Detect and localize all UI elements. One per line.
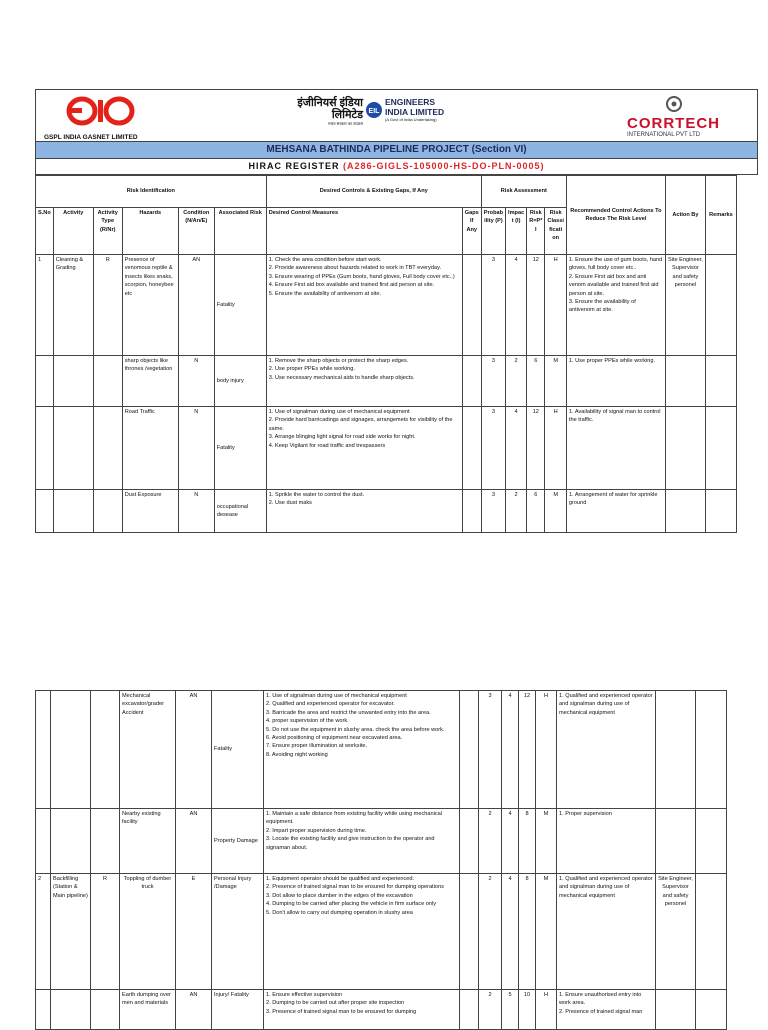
cell-measures: 1. Equipment operator should be qualified and experienced. 2. Presence of trained signal man to be ensured for dumping operations 3. Dot allow to place dumber in the edges of the excavation 4. Dumping to be carried after placing the vehicle in firm surface only 5. Don't allow to carry out dumping operation in slushy area — [264, 874, 460, 990]
cell-recommended: 1. Availability of signal man to control the traffic. — [566, 407, 665, 490]
col-action-by: Action By — [665, 176, 705, 255]
cell-type — [93, 356, 122, 407]
cell-probability: 3 — [481, 356, 505, 407]
cell-hazard: Road Traffic — [122, 407, 178, 490]
hirac-table-page1 — [35, 175, 737, 533]
cell-gaps — [460, 691, 479, 809]
cell-remarks — [705, 356, 736, 407]
cell-action-by — [665, 356, 705, 407]
cell-impact: 2 — [506, 490, 527, 533]
cell-risk-class: H — [536, 990, 557, 1030]
cell-recommended: 1. Ensure the use of gum boots, hand gloves, full body cover etc.. 2. Ensure First aid box and anti venom available and trained first aid person at site. 3. Ensure the availability of antivenom at site. — [566, 255, 665, 356]
cell-activity — [53, 490, 93, 533]
cell-risk: 12 — [519, 691, 536, 809]
cell-type — [93, 490, 122, 533]
eil-english-name: ENGINEERS INDIA LIMITED — [385, 97, 445, 117]
cell-sno: 2 — [36, 874, 51, 990]
cell-risk: 8 — [519, 809, 536, 874]
cell-recommended: 1. Ensure unauthorised entry into work area. 2. Presence of trained signal man — [557, 990, 656, 1030]
cell-type — [93, 407, 122, 490]
cell-risk-name: Injury/ Fatality — [212, 990, 264, 1030]
cell-type: R — [93, 255, 122, 356]
cell-risk: 6 — [527, 490, 545, 533]
cell-hazard: Dust Exposure — [122, 490, 178, 533]
cell-gaps — [460, 809, 479, 874]
cell-measures: 1. Sprikle the water to control the dust. 2. Use dust maks — [266, 490, 462, 533]
cell-risk-class: H — [545, 407, 566, 490]
gspl-logo-icon — [40, 95, 160, 129]
cell-remarks — [705, 490, 736, 533]
cell-sno — [36, 809, 51, 874]
eil-logo — [295, 95, 455, 139]
col-hazards: Hazards — [122, 208, 178, 255]
eil-hindi-name: इंजीनियर्स इंडिया लिमिटेड — [297, 97, 363, 121]
cell-probability: 3 — [481, 255, 505, 356]
cell-probability: 2 — [479, 809, 502, 874]
cell-risk-name: Fatality — [214, 255, 266, 356]
cell-impact: 2 — [506, 356, 527, 407]
cell-action-by — [665, 490, 705, 533]
cell-type — [91, 809, 120, 874]
hirac-table-page2 — [35, 690, 727, 1030]
cell-action-by — [656, 691, 696, 809]
svg-text:EIL: EIL — [368, 108, 380, 115]
eil-hindi-sub: भारत सरकार का उपक्रम — [327, 121, 363, 126]
cell-hazard: Mechanical excavator/grader Accident — [120, 691, 176, 809]
cell-remarks — [696, 874, 727, 990]
cell-condition: N — [178, 490, 214, 533]
cell-measures: 1. Remove the sharp objects or protect the sharp edges. 2. Use proper PPEs while working. 3. Use necessary mechanical aids to handle sharp objects. — [266, 356, 462, 407]
group-desired-controls: Desired Controls & Existing Gaps, If Any — [266, 176, 481, 208]
cell-sno — [36, 407, 54, 490]
cell-recommended: 1. Proper supervision — [557, 809, 656, 874]
eil-english-sub: (A Govt of India Undertaking) — [385, 117, 437, 122]
cell-probability: 3 — [481, 490, 505, 533]
cell-sno — [36, 691, 51, 809]
cell-risk-class: M — [545, 356, 566, 407]
col-risk-class: Risk Classi ficati on — [545, 208, 566, 255]
cell-risk-name: Personal Injury /Damage — [212, 874, 264, 990]
cell-risk: 10 — [519, 990, 536, 1030]
cell-gaps — [462, 490, 481, 533]
table-row — [36, 691, 727, 809]
col-condition: Condition (N/An/E) — [178, 208, 214, 255]
cell-risk-name: Fatality — [214, 407, 266, 490]
cell-probability: 2 — [479, 990, 502, 1030]
cell-activity: Cleaning & Grading — [53, 255, 93, 356]
cell-hazard: Earth dumping over men and materials — [120, 990, 176, 1030]
cell-activity — [53, 407, 93, 490]
cell-measures: 1. Use of signalman during use of mechanical equipment 2. Qualified and experienced operator for excavator. 3. Barricade the area and restrict the unwanted entry into the area. 4. proper supervision of the work. 5. Do not use the equipment in slushy area. check the area before work. 6. Avoid positioning of equipment near excavated area. 7. Ensure proper illumination at worksite. 8. Avoiding night working — [264, 691, 460, 809]
cell-impact: 4 — [502, 809, 519, 874]
cell-hazard: Toppling of dumber truck — [120, 874, 176, 990]
cell-probability: 3 — [479, 691, 502, 809]
cell-gaps — [462, 356, 481, 407]
cell-condition: AN — [176, 691, 212, 809]
cell-remarks — [696, 809, 727, 874]
col-activity: Activity — [53, 208, 93, 255]
cell-impact: 4 — [506, 407, 527, 490]
cell-action-by — [665, 407, 705, 490]
col-associated-risk: Associated Risk — [214, 208, 266, 255]
cell-action-by — [656, 809, 696, 874]
corrtech-logo — [625, 94, 755, 141]
cell-condition: N — [178, 356, 214, 407]
group-risk-assessment: Risk Assessment — [481, 176, 566, 208]
col-probability: Probab ility (P) — [481, 208, 505, 255]
cell-condition: AN — [176, 809, 212, 874]
cell-remarks — [705, 407, 736, 490]
table-row — [36, 809, 727, 874]
cell-recommended: 1. Use proper PPEs while working. — [566, 356, 665, 407]
cell-condition: N — [178, 407, 214, 490]
table-row — [36, 255, 737, 356]
cell-risk-class: M — [536, 809, 557, 874]
cell-activity: Backfilling (Station & Main pipeline) — [51, 874, 91, 990]
gspl-logo — [40, 95, 160, 139]
cell-risk: 6 — [527, 356, 545, 407]
cell-condition: AN — [178, 255, 214, 356]
cell-gaps — [462, 407, 481, 490]
cell-risk-name: Property Damage — [212, 809, 264, 874]
cell-probability: 3 — [481, 407, 505, 490]
cell-risk-class: M — [545, 490, 566, 533]
cell-type: R — [91, 874, 120, 990]
cell-measures: 1. Ensure effective supervision 2. Dumping to be carried out after proper site inspection 3. Presence of trained signal man to be ensured for dumping — [264, 990, 460, 1030]
cell-activity — [51, 809, 91, 874]
register-title — [35, 158, 758, 175]
cell-type — [91, 691, 120, 809]
cell-impact: 4 — [502, 691, 519, 809]
col-risk: Risk R=P* I — [527, 208, 545, 255]
register-label: HIRAC REGISTER — [248, 161, 343, 171]
cell-gaps — [462, 255, 481, 356]
cell-risk-name: body injury — [214, 356, 266, 407]
cell-risk: 12 — [527, 255, 545, 356]
cell-impact: 4 — [506, 255, 527, 356]
col-desired-measures: Desired Control Measures — [266, 208, 462, 255]
cell-recommended: 1. Arrangement of water for sprinkle ground — [566, 490, 665, 533]
col-gaps: Gaps If Any — [462, 208, 481, 255]
cell-activity — [51, 691, 91, 809]
col-impact: Impac t (I) — [506, 208, 527, 255]
corrtech-gear-icon — [663, 94, 685, 114]
cell-probability: 2 — [479, 874, 502, 990]
corrtech-sub: INTERNATIONAL PVT LTD — [627, 132, 701, 138]
col-sno: S.No — [36, 208, 54, 255]
cell-measures: 1. Check the area condition before start work. 2. Provide awareness about hazards related to work in TBT everyday. 3. Ensure wearing of PPEs (Gum boots, hand gloves, Full body cover etc..) 4. Ensure First aid box available and trained first aid person at site. 5. Ensure the availability of antivenom at site. — [266, 255, 462, 356]
cell-measures: 1. Maintain a safe distance from existing facility while using mechanical equipment. 2. Impart proper supervision during time. 3. Locate the existing facility and give instruction to the operator and signaman about. — [264, 809, 460, 874]
col-activity-type: Activity Type (R/Nr) — [93, 208, 122, 255]
eil-emblem-icon — [365, 101, 383, 119]
gspl-logo-text: GSPL INDIA GASNET LIMITED — [44, 134, 138, 141]
cell-sno — [36, 490, 54, 533]
group-recommended: Recommended Control Actions To Reduce The Risk Level — [566, 176, 665, 255]
cell-risk-name: occupational desease — [214, 490, 266, 533]
table-row — [36, 490, 737, 533]
cell-risk: 12 — [527, 407, 545, 490]
table-row — [36, 356, 737, 407]
cell-risk-class: H — [536, 691, 557, 809]
cell-risk-class: M — [536, 874, 557, 990]
cell-sno: 1 — [36, 255, 54, 356]
cell-risk-class: H — [545, 255, 566, 356]
corrtech-name: CORRTECH — [627, 115, 720, 132]
cell-activity — [53, 356, 93, 407]
cell-risk: 8 — [519, 874, 536, 990]
cell-action-by: Site Engineer, Supervisor and safety personel — [665, 255, 705, 356]
cell-condition: E — [176, 874, 212, 990]
register-code: (A286-GIGLS-105000-HS-DO-PLN-0005) — [342, 161, 545, 171]
cell-hazard: Presence of venomous reptile & insects likes snaks, scorpion, honeybee etc — [122, 255, 178, 356]
cell-sno — [36, 356, 54, 407]
cell-recommended: 1. Qualified and experienced operator and signalman during use of mechanical equipment — [557, 874, 656, 990]
cell-measures: 1. Use of signalman during use of mechanical equipment 2. Provide hard barricadings and signages, arrangemets for visibility of the same. 3. Arrange blinging light signal for road side works for night. 4. Keep Vigilant for road traffic and trespassers — [266, 407, 462, 490]
table-row — [36, 407, 737, 490]
group-risk-identification: Risk Identification — [36, 176, 267, 208]
cell-condition: AN — [176, 990, 212, 1030]
col-remarks: Remarks — [705, 176, 736, 255]
cell-recommended: 1. Qualified and experienced operator and signalman during use of mechanical equipment — [557, 691, 656, 809]
cell-impact: 5 — [502, 990, 519, 1030]
cell-risk-name: Fatality — [212, 691, 264, 809]
table-row — [36, 874, 727, 990]
cell-hazard: sharp objects like thrones /vegetation — [122, 356, 178, 407]
cell-impact: 4 — [502, 874, 519, 990]
cell-remarks — [705, 255, 736, 356]
project-title: MEHSANA BATHINDA PIPELINE PROJECT (Section VI) — [35, 141, 758, 159]
cell-hazard: Nearby existing facility — [120, 809, 176, 874]
cell-gaps — [460, 874, 479, 990]
cell-action-by: Site Engineer, Supervisor and safety personel — [656, 874, 696, 990]
cell-remarks — [696, 691, 727, 809]
